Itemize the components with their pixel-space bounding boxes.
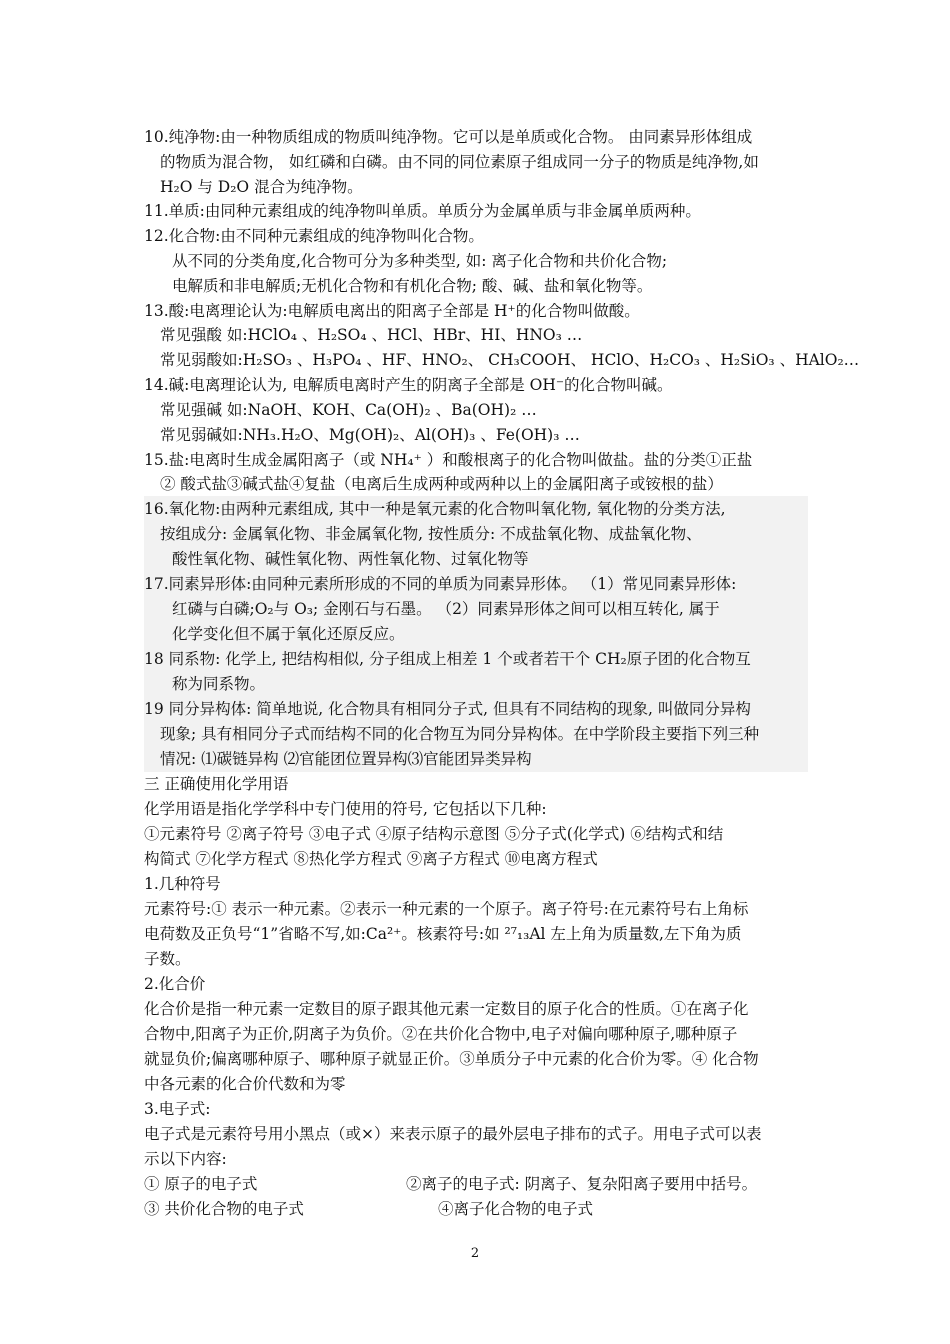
subsection-heading: 1.几种符号: [144, 875, 221, 893]
text-line: 常见弱酸如:H₂SO₃ 、H₃PO₄ 、HF、HNO₂、 CH₃COOH、 HClO、H₂CO₃ 、H₂SiO₃ 、HAlO₂…: [160, 351, 860, 369]
text-line: 的物质为混合物， 如红磷和白磷。由不同的同位素原子组成同一分子的物质是纯净物,如: [160, 153, 759, 171]
text-line: 中各元素的化合价代数和为零: [144, 1075, 346, 1093]
text-line: 常见强酸 如:HClO₄ 、H₂SO₄ 、HCl、HBr、HI、HNO₃ …: [160, 326, 583, 344]
text-line: 元素符号:① 表示一种元素。②表示一种元素的一个原子。离子符号:在元素符号右上角标: [144, 900, 749, 918]
text-line: ②离子的电子式: 阴离子、复杂阳离子要用中括号。: [406, 1175, 758, 1193]
text-line: 11.单质:由同种元素组成的纯净物叫单质。单质分为金属单质与非金属单质两种。: [144, 202, 701, 220]
section-heading: 三 正确使用化学用语: [144, 775, 289, 793]
text-line: 电子式是元素符号用小黑点（或×）来表示原子的最外层电子排布的式子。用电子式可以表: [144, 1125, 762, 1143]
text-line: 合物中,阳离子为正价,阴离子为负价。②在共价化合物中,电子对偏向哪种原子,哪种原子: [144, 1025, 738, 1043]
text-line: 红磷与白磷;O₂与 O₃; 金刚石与石墨。 （2）同素异形体之间可以相互转化, 属于: [172, 600, 720, 618]
text-line: ④离子化合物的电子式: [438, 1200, 594, 1218]
text-line: 14.碱:电离理论认为, 电解质电离时产生的阴离子全部是 OH⁻的化合物叫碱。: [144, 376, 673, 394]
text-line: ①元素符号 ②离子符号 ③电子式 ④原子结构示意图 ⑤分子式(化学式) ⑥结构式和结: [144, 825, 724, 843]
text-line: ② 酸式盐③碱式盐④复盐（电离后生成两种或两种以上的金属阳离子或铵根的盐）: [160, 475, 723, 493]
text-line: 常见弱碱如:NH₃.H₂O、Mg(OH)₂、Al(OH)₃ 、Fe(OH)₃ …: [160, 426, 580, 444]
text-line: ③ 共价化合物的电子式: [144, 1200, 304, 1218]
text-line: 16.氧化物:由两种元素组成, 其中一种是氧元素的化合物叫氧化物, 氧化物的分类方法,: [144, 500, 726, 518]
text-line: 化学变化但不属于氧化还原反应。: [172, 625, 405, 643]
subsection-heading: 2.化合价: [144, 975, 206, 993]
text-line: 按组成分: 金属氧化物、非金属氧化物, 按性质分: 不成盐氧化物、成盐氧化物、: [160, 525, 702, 543]
text-line: 化学用语是指化学学科中专门使用的符号, 它包括以下几种:: [144, 800, 547, 818]
text-line: 示以下内容:: [144, 1150, 227, 1168]
text-line: 17.同素异形体:由同种元素所形成的不同的单质为同素异形体。 （1）常见同素异形体:: [144, 575, 737, 593]
text-line: 称为同系物。: [172, 675, 266, 693]
text-line: 电荷数及正负号“1”省略不写,如:Ca²⁺。核素符号:如 ²⁷₁₃Al 左上角为质量数,左下角为质: [144, 925, 742, 943]
text-line: 常见强碱 如:NaOH、KOH、Ca(OH)₂ 、Ba(OH)₂ …: [160, 401, 537, 419]
text-line: 19 同分异构体: 简单地说, 化合物具有相同分子式, 但具有不同结构的现象, 叫做同分异构: [144, 700, 751, 718]
text-line: 构简式 ⑦化学方程式 ⑧热化学方程式 ⑨离子方程式 ⑩电离方程式: [144, 850, 598, 868]
text-line: 13.酸:电离理论认为:电解质电离出的阳离子全部是 H⁺的化合物叫做酸。: [144, 302, 640, 320]
text-line: 从不同的分类角度,化合物可分为多种类型, 如: 离子化合物和共价化合物;: [172, 252, 668, 270]
text-line: 18 同系物: 化学上, 把结构相似, 分子组成上相差 1 个或者若干个 CH₂原子团的化合物互: [144, 650, 751, 668]
text-line: 情况: ⑴碳链异构 ⑵官能团位置异构⑶官能团异类异构: [160, 750, 532, 768]
page-number: 2: [470, 1246, 480, 1261]
text-line: 化合价是指一种元素一定数目的原子跟其他元素一定数目的原子化合的性质。①在离子化: [144, 1000, 749, 1018]
text-line: 现象; 具有相同分子式而结构不同的化合物互为同分异构体。在中学阶段主要指下列三种: [160, 725, 760, 743]
text-line: 就显负价;偏离哪种原子、哪种原子就显正价。③单质分子中元素的化合价为零。④ 化合物: [144, 1050, 759, 1068]
text-line: 10.纯净物:由一种物质组成的物质叫纯净物。它可以是单质或化合物。 由同素异形体组成: [144, 128, 753, 146]
text-line: 酸性氧化物、碱性氧化物、两性氧化物、过氧化物等: [172, 550, 529, 568]
text-line: 12.化合物:由不同种元素组成的纯净物叫化合物。: [144, 227, 484, 245]
text-line: 子数。: [144, 950, 191, 968]
text-line: ① 原子的电子式: [144, 1175, 258, 1193]
subsection-heading: 3.电子式:: [144, 1100, 211, 1118]
text-line: H₂O 与 D₂O 混合为纯净物。: [160, 178, 363, 196]
text-line: 电解质和非电解质;无机化合物和有机化合物; 酸、碱、盐和氧化物等。: [172, 277, 653, 295]
text-line: 15.盐:电离时生成金属阳离子（或 NH₄⁺ ）和酸根离子的化合物叫做盐。盐的分类①正盐: [144, 451, 753, 469]
